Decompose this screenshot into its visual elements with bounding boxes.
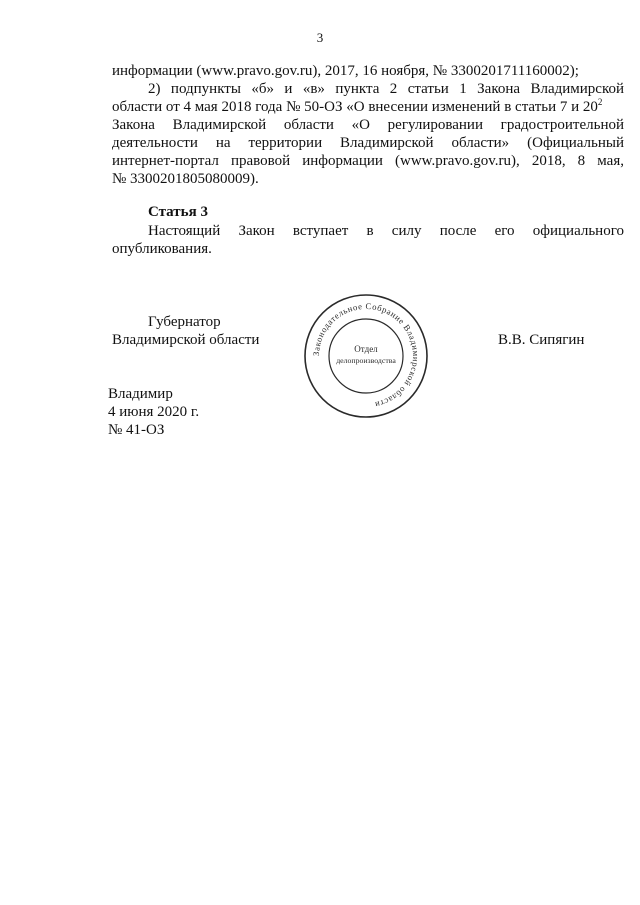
seal-graphic xyxy=(302,292,430,420)
text-line-justified: 2) подпункты «б» и «в» пункта 2 статьи 1 Закона Владимирской xyxy=(148,81,624,97)
text-line-justified: интернет-портал правовой информации (www.pravo.gov.ru), 2018, 8 мая, xyxy=(112,153,624,169)
law-number: № 41-ОЗ xyxy=(108,422,165,438)
text-line: опубликования. xyxy=(112,241,212,257)
page-number: 3 xyxy=(316,30,324,45)
seal-center-line2: делопроизводства xyxy=(336,356,396,365)
superscript: 2 xyxy=(597,97,603,107)
signatory-title: Губернатор xyxy=(148,314,221,330)
text-line: информации (www.pravo.gov.ru), 2017, 16 ноября, № 3300201711160002); xyxy=(112,63,579,79)
text-line-justified: деятельности на территории Владимирской области» (Официальный xyxy=(112,135,624,151)
signatory-name: В.В. Сипягин xyxy=(498,332,585,348)
text-line xyxy=(112,98,624,116)
official-seal xyxy=(302,292,430,420)
text-line-justified: Настоящий Закон вступает в силу после его официального xyxy=(148,223,624,239)
signatory-region: Владимирской области xyxy=(112,332,260,348)
paragraph-amendments xyxy=(112,62,624,188)
signing-date: 4 июня 2020 г. xyxy=(108,404,200,420)
text-line: № 3300201805080009). xyxy=(112,171,259,187)
seal-center-line1: Отдел xyxy=(354,344,378,354)
seal-ring-textpath: Законодательное Собрание Владимирской области xyxy=(310,300,422,411)
article-text xyxy=(112,222,624,258)
signing-place: Владимир xyxy=(108,386,173,402)
text-line-justified: Закона Владимирской области «О регулировании градостроительной xyxy=(112,117,624,133)
article-heading: Статья 3 xyxy=(148,204,208,220)
text-line-main: области от 4 мая 2018 года № 50-ОЗ «О внесении изменений в статьи 7 и 20 xyxy=(112,99,598,115)
